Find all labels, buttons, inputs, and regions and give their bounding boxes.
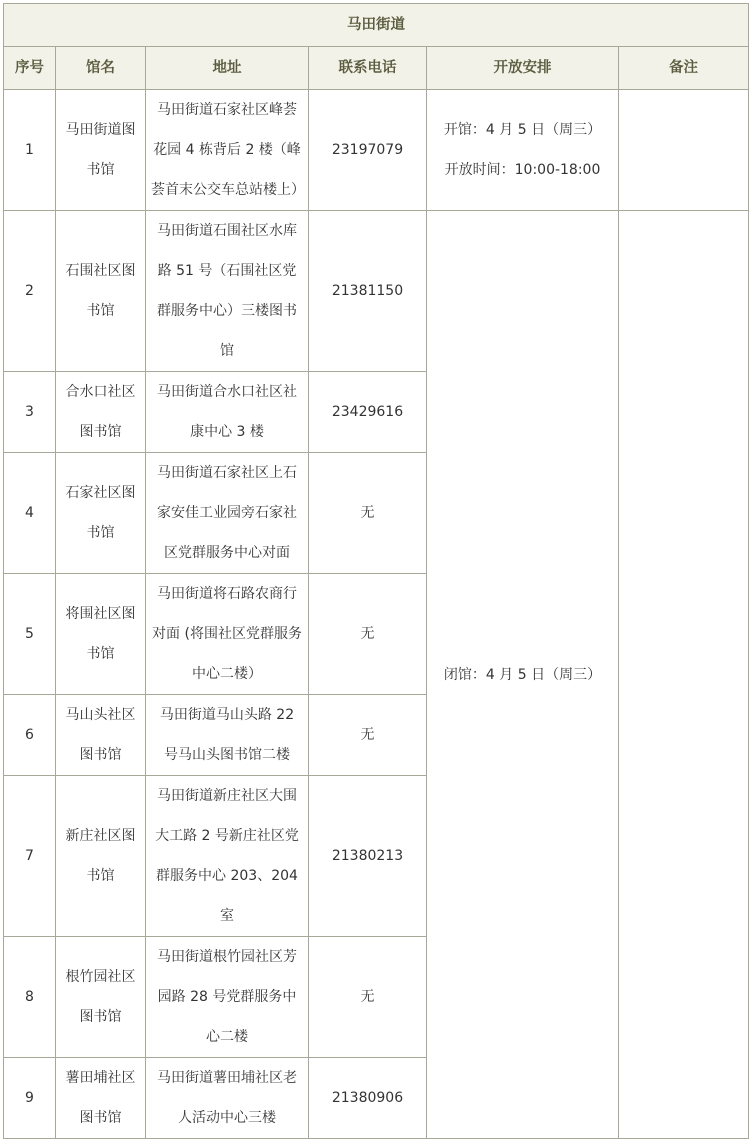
address-cell: 马田街道合水口社区社康中心 3 楼 xyxy=(146,372,309,453)
remarks-merged-cell xyxy=(619,211,749,1139)
address-cell: 马田街道根竹园社区芳园路 28 号党群服务中心二楼 xyxy=(146,937,309,1058)
header-row xyxy=(4,47,749,90)
name-cell: 新庄社区图书馆 xyxy=(56,776,146,937)
table-row xyxy=(4,90,749,211)
table-title: 马田街道 xyxy=(4,4,749,47)
phone-cell: 23429616 xyxy=(309,372,427,453)
seq-cell: 6 xyxy=(4,695,56,776)
address-cell: 马田街道石家社区上石家安佳工业园旁石家社区党群服务中心对面 xyxy=(146,453,309,574)
phone-cell: 21380906 xyxy=(309,1058,427,1139)
seq-cell: 8 xyxy=(4,937,56,1058)
seq-cell: 5 xyxy=(4,574,56,695)
name-cell: 石围社区图书馆 xyxy=(56,211,146,372)
seq-cell: 4 xyxy=(4,453,56,574)
phone-cell: 无 xyxy=(309,695,427,776)
address-cell: 马田街道薯田埔社区老人活动中心三楼 xyxy=(146,1058,309,1139)
name-cell: 合水口社区图书馆 xyxy=(56,372,146,453)
phone-cell: 无 xyxy=(309,937,427,1058)
address-cell: 马田街道石围社区水库路 51 号（石围社区党群服务中心）三楼图书馆 xyxy=(146,211,309,372)
seq-cell: 2 xyxy=(4,211,56,372)
table-row xyxy=(4,211,749,372)
address-cell: 马田街道新庄社区大围大工路 2 号新庄社区党群服务中心 203、204 室 xyxy=(146,776,309,937)
library-schedule-table xyxy=(3,3,749,1139)
remarks-cell xyxy=(619,90,749,211)
address-cell: 马田街道将石路农商行对面 (将围社区党群服务中心二楼） xyxy=(146,574,309,695)
name-cell: 根竹园社区图书馆 xyxy=(56,937,146,1058)
header-seq: 序号 xyxy=(4,47,56,90)
phone-cell: 无 xyxy=(309,453,427,574)
name-cell: 马田街道图书馆 xyxy=(56,90,146,211)
header-remarks: 备注 xyxy=(619,47,749,90)
seq-cell: 1 xyxy=(4,90,56,211)
header-phone: 联系电话 xyxy=(309,47,427,90)
header-schedule: 开放安排 xyxy=(427,47,619,90)
seq-cell: 7 xyxy=(4,776,56,937)
open-date: 开馆：4 月 5 日（周三） xyxy=(443,122,602,138)
name-cell: 石家社区图书馆 xyxy=(56,453,146,574)
name-cell: 将围社区图书馆 xyxy=(56,574,146,695)
open-hours: 开放时间：10:00-18:00 xyxy=(444,162,601,178)
schedule-closed-cell: 闭馆：4 月 5 日（周三） xyxy=(427,211,619,1139)
phone-cell: 21381150 xyxy=(309,211,427,372)
schedule-open-cell xyxy=(427,90,619,211)
phone-cell: 23197079 xyxy=(309,90,427,211)
phone-cell: 无 xyxy=(309,574,427,695)
header-name: 馆名 xyxy=(56,47,146,90)
seq-cell: 3 xyxy=(4,372,56,453)
name-cell: 薯田埔社区图书馆 xyxy=(56,1058,146,1139)
address-cell: 马田街道马山头路 22 号马山头图书馆二楼 xyxy=(146,695,309,776)
phone-cell: 21380213 xyxy=(309,776,427,937)
header-address: 地址 xyxy=(146,47,309,90)
address-cell: 马田街道石家社区峰荟花园 4 栋背后 2 楼（峰荟首末公交车总站楼上） xyxy=(146,90,309,211)
seq-cell: 9 xyxy=(4,1058,56,1139)
name-cell: 马山头社区图书馆 xyxy=(56,695,146,776)
